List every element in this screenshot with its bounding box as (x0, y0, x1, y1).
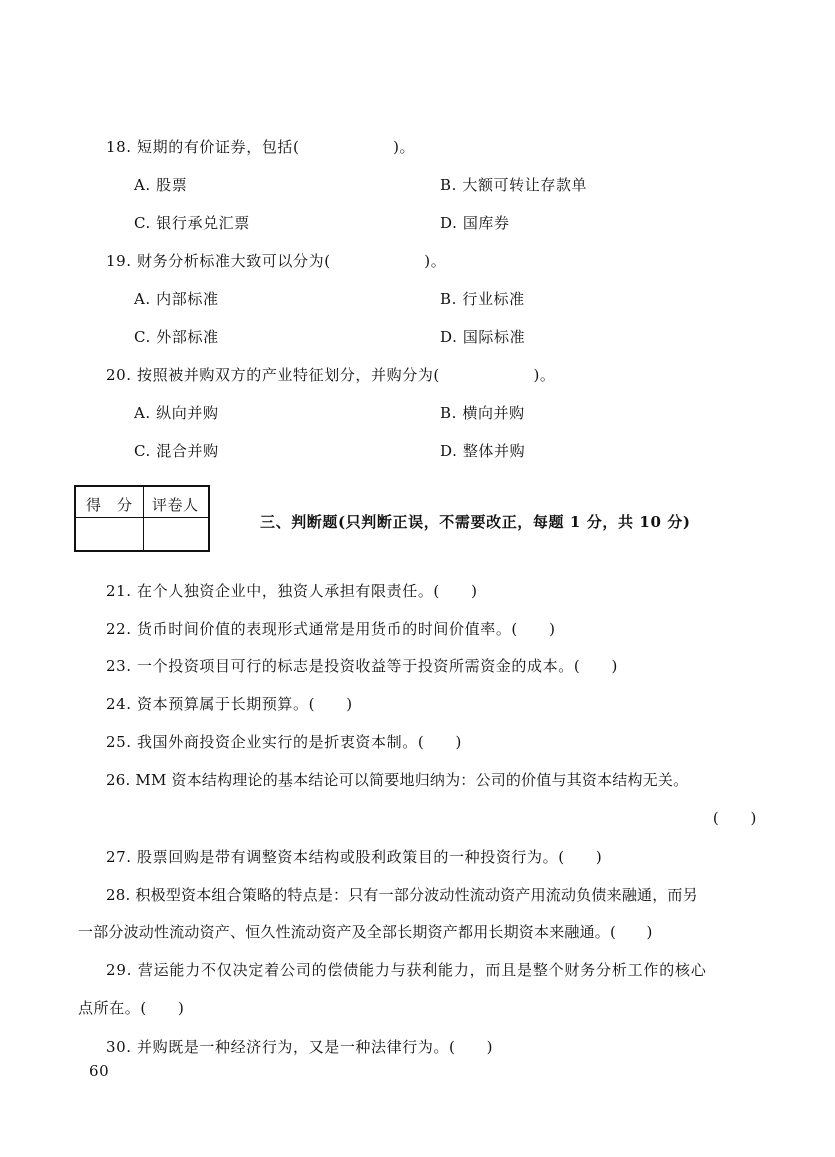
section-three-title: 三、判断题(只判断正误，不需要改正，每题 1 分，共 10 分) (260, 513, 691, 531)
question-19-option-a: A. 内部标准 (134, 290, 219, 308)
score-table-column-divider (143, 487, 144, 550)
question-18-option-c: C. 银行承兑汇票 (134, 214, 250, 232)
question-19-option-c: C. 外部标准 (134, 328, 219, 346)
question-19-option-b: B. 行业标准 (440, 290, 525, 308)
question-20-stem: 20. 按照被并购双方的产业特征划分，并购分为( )。 (106, 366, 556, 384)
question-18-stem: 18. 短期的有价证券，包括( )。 (106, 138, 416, 156)
question-30: 30. 并购既是一种经济行为，又是一种法律行为。( ) (106, 1038, 494, 1056)
grader-label: 评卷人 (152, 496, 199, 514)
question-18-option-b: B. 大额可转让存款单 (440, 176, 588, 194)
question-20-option-b: B. 横向并购 (440, 404, 525, 422)
question-20-option-c: C. 混合并购 (134, 442, 219, 460)
question-28-line-1: 28. 积极型资本组合策略的特点是：只有一部分波动性流动资产用流动负债来融通，而另 (106, 886, 698, 904)
question-19-option-d: D. 国际标准 (440, 328, 526, 346)
question-18-option-a: A. 股票 (134, 176, 188, 194)
question-29-line-2: 点所在。( ) (78, 999, 185, 1017)
question-24: 24. 资本预算属于长期预算。( ) (106, 695, 353, 713)
question-19-stem: 19. 财务分析标准大致可以分为( )。 (106, 252, 447, 270)
question-20-option-d: D. 整体并购 (440, 442, 526, 460)
question-29-line-1: 29. 营运能力不仅决定着公司的偿债能力与获利能力，而且是整个财务分析工作的核心 (106, 961, 707, 979)
question-27: 27. 股票回购是带有调整资本结构或股利政策目的一种投资行为。( ) (106, 848, 603, 866)
question-22: 22. 货币时间价值的表现形式通常是用货币的时间价值率。( ) (106, 620, 556, 638)
score-table (74, 485, 210, 552)
question-26-answer-paren: ( ) (712, 809, 757, 827)
question-26: 26. MM 资本结构理论的基本结论可以简要地归纳为：公司的价值与其资本结构无关。 (106, 771, 689, 789)
question-23: 23. 一个投资项目可行的标志是投资收益等于投资所需资金的成本。( ) (106, 657, 618, 675)
page-number: 60 (89, 1062, 110, 1080)
question-20-option-a: A. 纵向并购 (134, 404, 219, 422)
question-18-option-d: D. 国库券 (440, 214, 510, 232)
score-table-divider (76, 517, 208, 518)
question-28-line-2: 一部分波动性流动资产、恒久性流动资产及全部长期资产都用长期资本来融通。( ) (78, 923, 653, 941)
question-25: 25. 我国外商投资企业实行的是折衷资本制。( ) (106, 733, 462, 751)
score-label: 得 分 (86, 496, 133, 514)
question-21: 21. 在个人独资企业中，独资人承担有限责任。( ) (106, 582, 478, 600)
